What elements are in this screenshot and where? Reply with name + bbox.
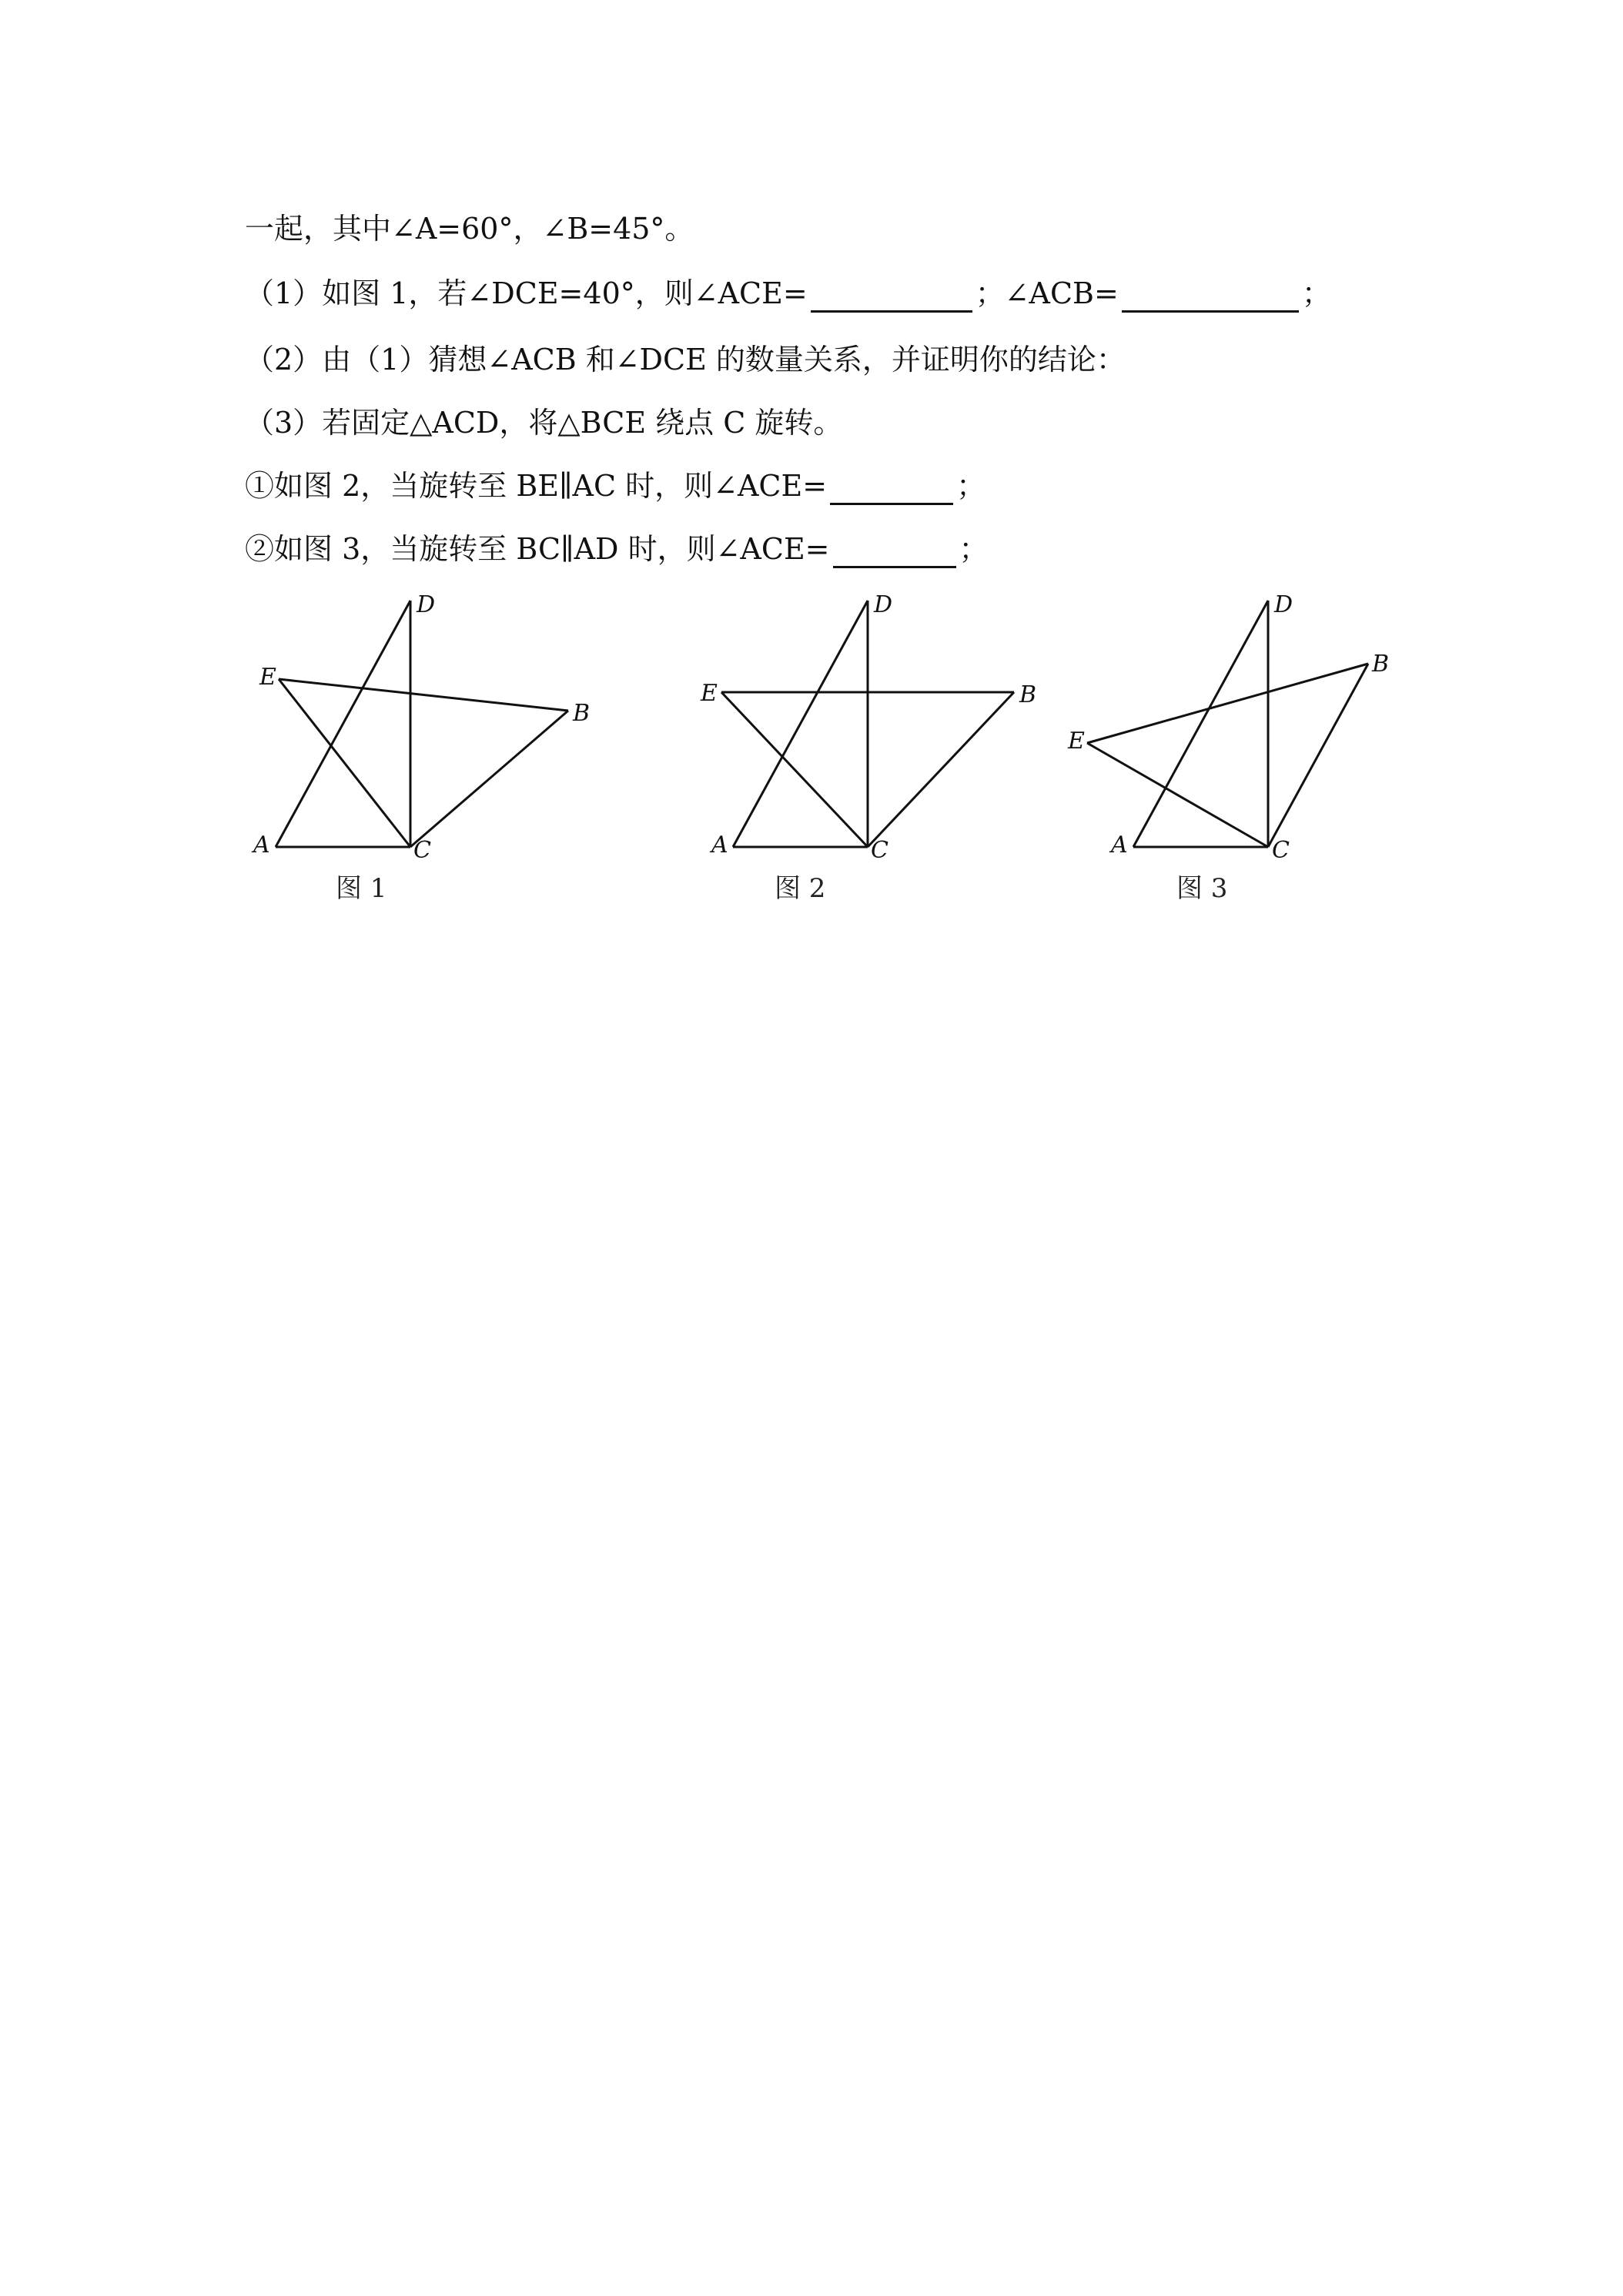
q1-end: ； (1301, 276, 1331, 310)
fig1-segment-ec (279, 679, 410, 847)
q3b-end: ； (959, 532, 989, 566)
fig2-segment-bc (868, 692, 1014, 847)
q3a-prefix: ①如图 2，当旋转至 BE∥AC 时，则∠ACE= (245, 469, 828, 503)
q3a-end: ； (956, 469, 986, 503)
fig3-label-b: B (1372, 651, 1390, 678)
fig1-label-d: D (417, 591, 436, 618)
intro-text: 一起，其中∠A=60°，∠B=45°。 (245, 212, 694, 246)
fig2-segment-ec (721, 692, 868, 847)
fig3-label-d: D (1274, 591, 1293, 618)
figure-1 (276, 601, 568, 847)
figure-2-caption: 图 2 (775, 873, 826, 904)
figure-3-caption: 图 3 (1176, 873, 1228, 904)
q1-prefix: （1）如图 1，若∠DCE=40°，则∠ACE= (245, 276, 808, 310)
q2-text: （2）由（1）猜想∠ACB 和∠DCE 的数量关系，并证明你的结论： (245, 343, 1126, 377)
fig2-label-d: D (874, 591, 893, 618)
q3-text: （3）若固定△ACD，将△BCE 绕点 C 旋转。 (245, 406, 843, 440)
figure-2 (721, 601, 1014, 847)
fig3-label-a: A (1111, 832, 1128, 858)
q1-mid: ；∠ACB= (975, 276, 1119, 310)
fig1-label-e: E (259, 664, 276, 691)
figure-3 (1087, 601, 1368, 847)
fig2-segment-ad (733, 601, 868, 847)
fig1-segment-bc (410, 711, 568, 847)
geometry-figures (0, 0, 1623, 924)
figure-1-caption: 图 1 (336, 873, 387, 904)
fig2-label-b: B (1019, 681, 1037, 708)
figures-area (0, 0, 1623, 924)
fig3-segment-bc (1268, 664, 1368, 847)
fig1-segment-eb (279, 679, 568, 711)
fig2-label-c: C (871, 837, 888, 864)
fig1-segment-ad (276, 601, 410, 847)
fig1-label-b: B (573, 700, 591, 727)
fig3-label-c: C (1272, 837, 1290, 864)
fig3-label-e: E (1068, 728, 1085, 755)
fig1-label-c: C (413, 837, 431, 864)
fig2-label-e: E (701, 680, 718, 707)
fig1-label-a: A (253, 832, 270, 858)
q3b-prefix: ②如图 3，当旋转至 BC∥AD 时，则∠ACE= (245, 532, 830, 566)
fig2-label-a: A (711, 832, 728, 858)
